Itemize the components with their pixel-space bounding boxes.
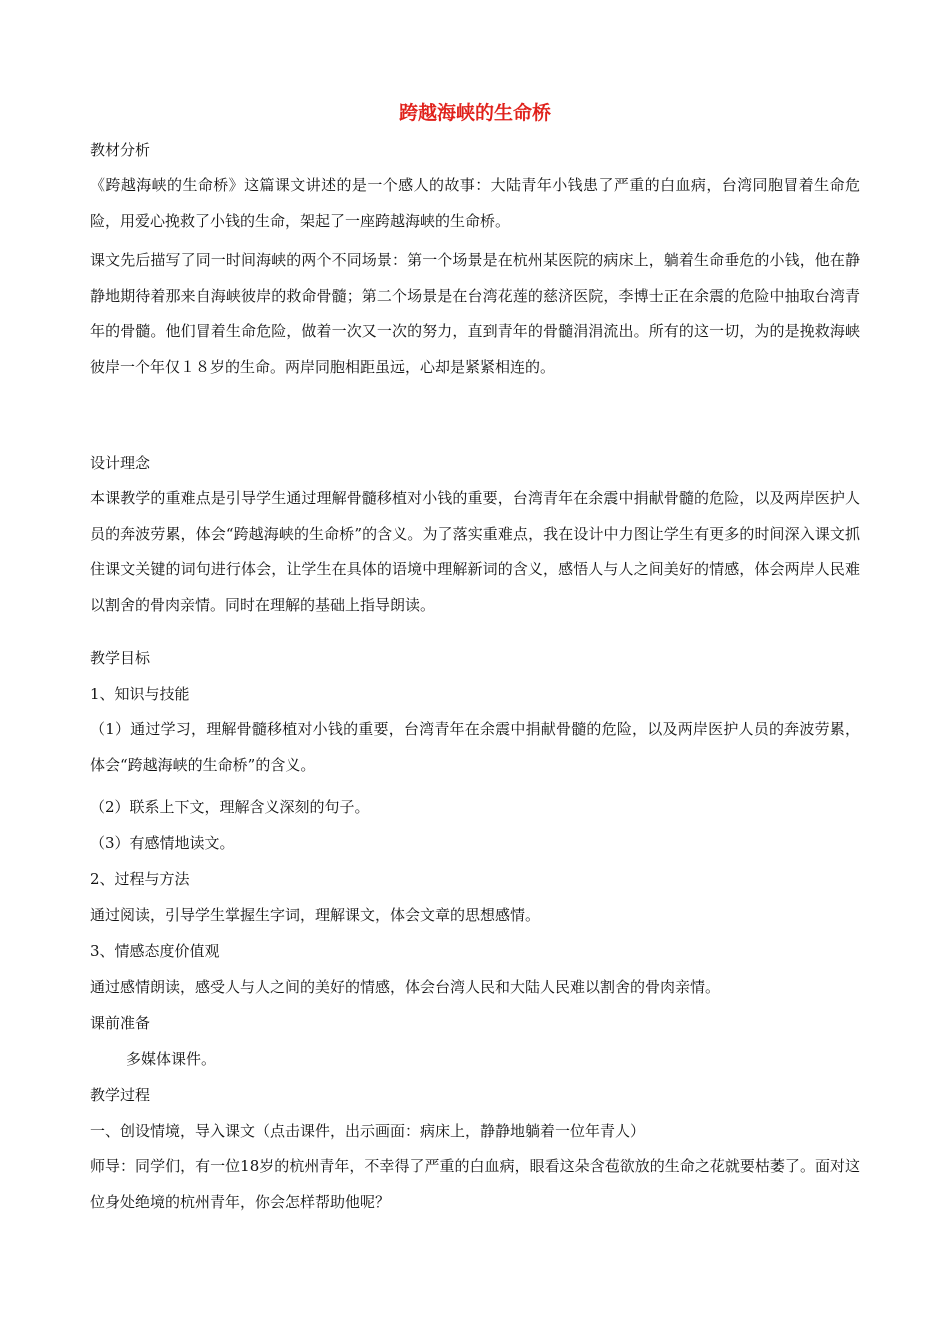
heading-goal-2: 2、过程与方法	[90, 870, 190, 888]
heading-prep: 课前准备	[90, 1014, 151, 1032]
prep-text: 多媒体课件。	[126, 1050, 217, 1068]
heading-goals: 教学目标	[90, 649, 151, 667]
goal-3-text: 通过感情朗读，感受人与人之间的美好的情感，体会台湾人民和大陆人民难以割舍的骨肉亲情。	[90, 978, 721, 996]
document-title: 跨越海峡的生命桥	[398, 102, 551, 124]
goal-1-item-1: （1）通过学习，理解骨髓移植对小钱的重要，台湾青年在余震中捐献骨髓的危险，以及两岸医护人员的奔波劳累，体会“跨越海峡的生命桥”的含义。	[90, 720, 860, 774]
goal-2-text: 通过阅读，引导学生掌握生字词，理解课文，体会文章的思想感情。	[90, 906, 541, 924]
document-page	[90, 0, 860, 1344]
heading-analysis: 教材分析	[90, 141, 151, 159]
paragraph-analysis-1: 《跨越海峡的生命桥》这篇课文讲述的是一个感人的故事：大陆青年小钱患了严重的白血病，台湾同胞冒着生命危险，用爱心挽救了小钱的生命，架起了一座跨越海峡的生命桥。	[90, 176, 860, 230]
process-step-1: 一、创设情境，导入课文（点击课件，出示画面：病床上，静静地躺着一位年青人）	[90, 1122, 646, 1140]
goal-1-item-2: （2）联系上下文，理解含义深刻的句子。	[90, 798, 370, 816]
heading-process: 教学过程	[90, 1086, 151, 1104]
paragraph-concept: 本课教学的重难点是引导学生通过理解骨髓移植对小钱的重要，台湾青年在余震中捐献骨髓的危险，以及两岸医护人员的奔波劳累，体会“跨越海峡的生命桥”的含义。为了落实重难点，我在设计中力图让学生有更多的时间深入课文抓住课文关键的词句进行体会，让学生在具体的语境中理解新词的含义，感悟人与人之间美好的情感，体会两岸人民难以割舍的骨肉亲情。同时在理解的基础上指导朗读。	[90, 489, 860, 614]
heading-goal-3: 3、情感态度价值观	[90, 942, 220, 960]
heading-concept: 设计理念	[90, 454, 151, 472]
paragraph-analysis-2: 课文先后描写了同一时间海峡的两个不同场景：第一个场景是在杭州某医院的病床上，躺着生命垂危的小钱，他在静静地期待着那来自海峡彼岸的救命骨髓；第二个场景是在台湾花莲的慈济医院，李博士正在余震的危险中抽取台湾青年的骨髓。他们冒着生命危险，做着一次又一次的努力，直到青年的骨髓涓涓流出。所有的这一切，为的是挽救海峡彼岸一个年仅１８岁的生命。两岸同胞相距虽远，心却是紧紧相连的。	[90, 251, 860, 376]
heading-goal-1: 1、知识与技能	[90, 685, 190, 703]
process-teacher-guide: 师导：同学们，有一位18岁的杭州青年，不幸得了严重的白血病，眼看这朵含苞欲放的生命之花就要枯萎了。面对这位身处绝境的杭州青年，你会怎样帮助他呢？	[90, 1157, 860, 1211]
goal-1-item-3: （3）有感情地读文。	[90, 834, 235, 852]
